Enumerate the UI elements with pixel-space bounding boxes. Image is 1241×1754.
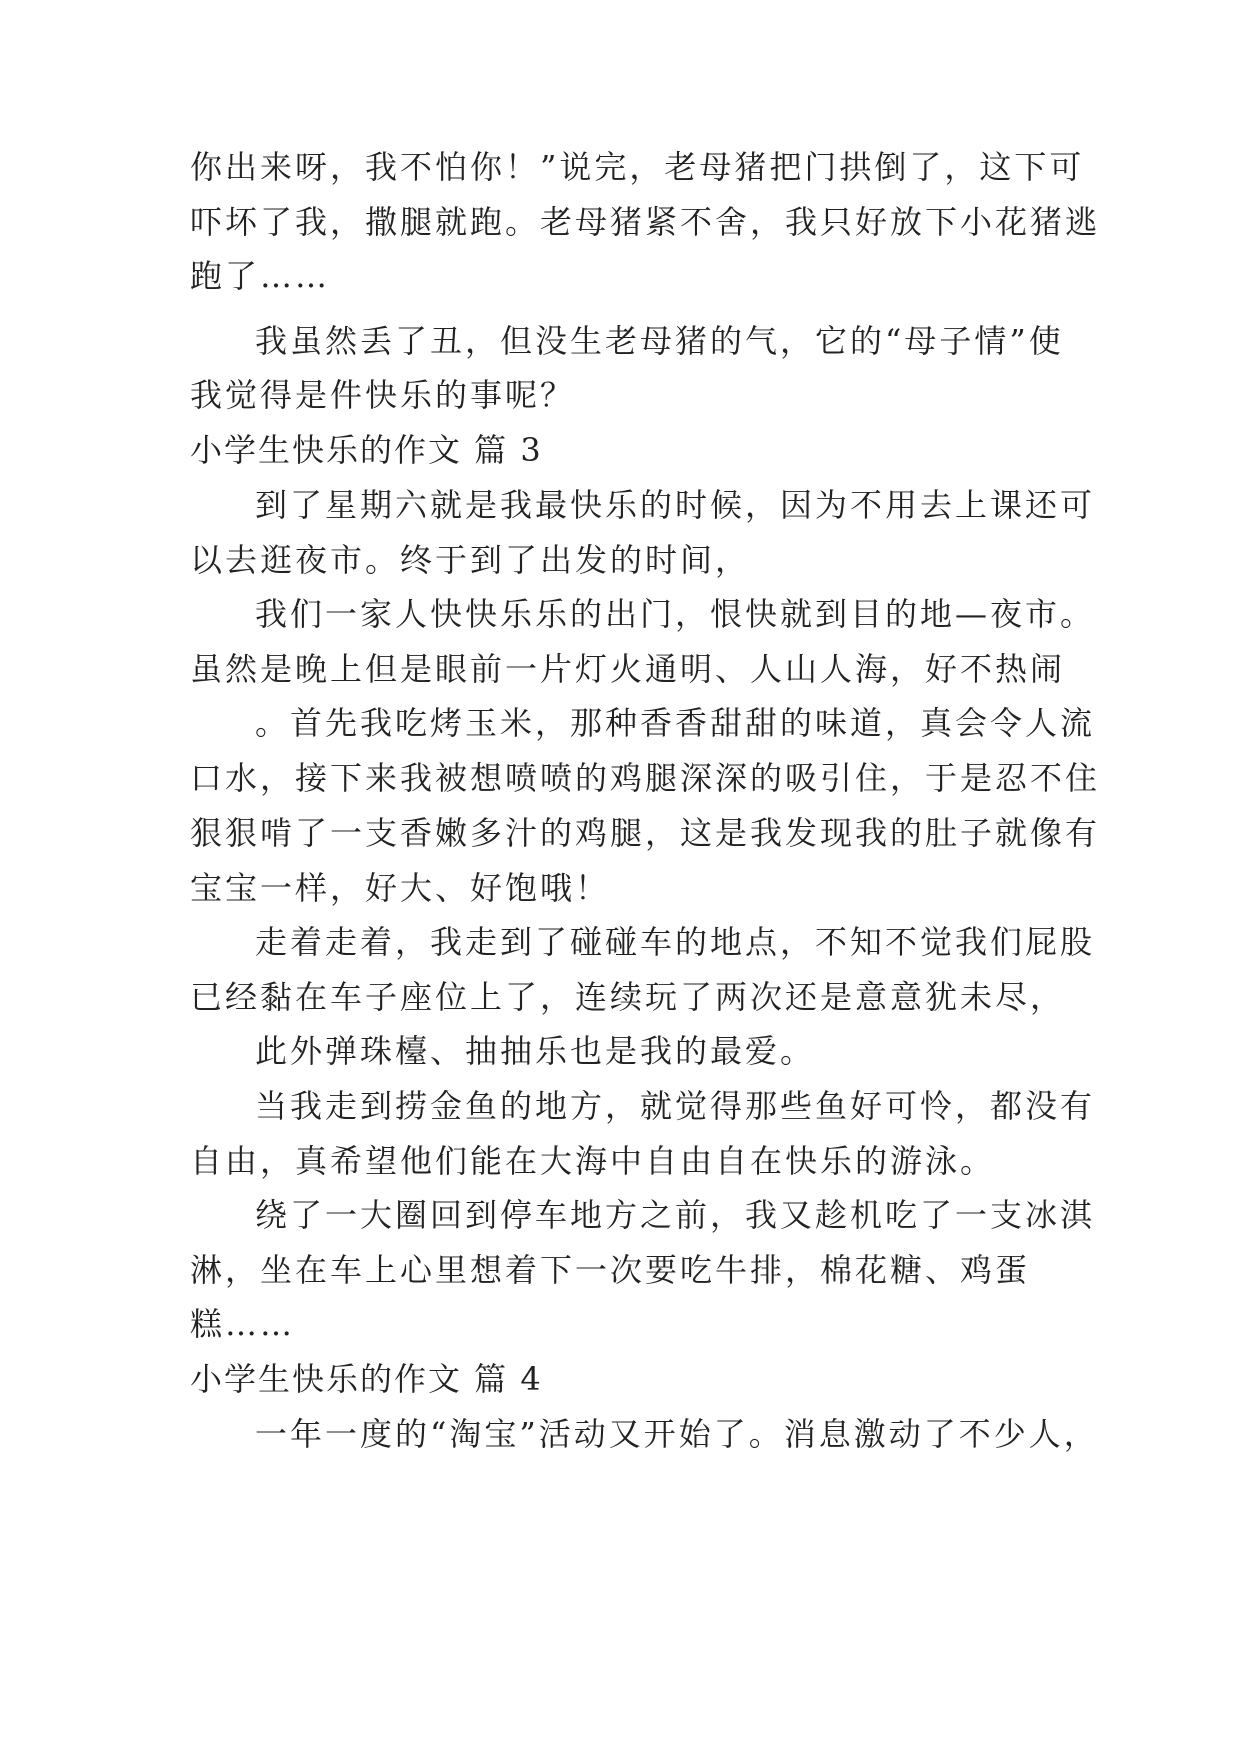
paragraph-line: 宝宝一样，好大、好饱哦！ (190, 869, 611, 907)
paragraph-line: 狠狠啃了一支香嫩多汁的鸡腿，这是我发现我的肚子就像有 (190, 814, 1101, 852)
paragraph-line: 口水，接下来我被想喷喷的鸡腿深深的吸引住，于是忍不住 (190, 759, 1101, 797)
paragraph-line: 淋，坐在车上心里想着下一次要吃牛排，棉花糖、鸡蛋 (190, 1251, 1031, 1289)
paragraph-line: 。首先我吃烤玉米，那种香香甜甜的味道，真会令人流 (255, 704, 1096, 742)
paragraph-line: 我虽然丢了丑，但没生老母猪的气，它的“母子情”使 (255, 322, 1064, 360)
paragraph-line: 走着走着，我走到了碰碰车的地点，不知不觉我们屁股 (255, 923, 1096, 961)
paragraph-line: 吓坏了我，撒腿就跑。老母猪紧不舍，我只好放下小花猪逃 (190, 203, 1101, 241)
paragraph-line: 此外弹珠檯、抽抽乐也是我的最爱。 (255, 1032, 816, 1070)
section-heading: 小学生快乐的作文 篇 4 (190, 1360, 543, 1398)
paragraph-line: 一年一度的“淘宝”活动又开始了。消息激动了不少人， (255, 1415, 1099, 1453)
paragraph-line: 你出来呀，我不怕你！”说完，老母猪把门拱倒了，这下可 (190, 148, 1085, 186)
paragraph-line: 我觉得是件快乐的事呢？ (190, 376, 576, 414)
paragraph-line: 当我走到捞金鱼的地方，就觉得那些鱼好可怜，都没有 (255, 1087, 1096, 1125)
paragraph-line: 糕…… (190, 1305, 296, 1343)
paragraph-line: 我们一家人快快乐乐的出门，恨快就到目的地—夜市。 (255, 595, 1096, 633)
section-heading: 小学生快乐的作文 篇 3 (190, 431, 543, 469)
paragraph-line: 到了星期六就是我最快乐的时候，因为不用去上课还可 (255, 486, 1096, 524)
paragraph-line: 以去逛夜市。终于到了出发的时间， (190, 541, 751, 579)
paragraph-line: 已经黏在车子座位上了，连续玩了两次还是意意犹未尽， (190, 978, 1066, 1016)
paragraph-line: 绕了一大圈回到停车地方之前，我又趁机吃了一支冰淇 (255, 1196, 1096, 1234)
paragraph-line: 自由，真希望他们能在大海中自由自在快乐的游泳。 (190, 1142, 996, 1180)
paragraph-line: 虽然是晚上但是眼前一片灯火通明、人山人海，好不热闹 (190, 650, 1066, 688)
paragraph-line: 跑了…… (190, 257, 331, 295)
